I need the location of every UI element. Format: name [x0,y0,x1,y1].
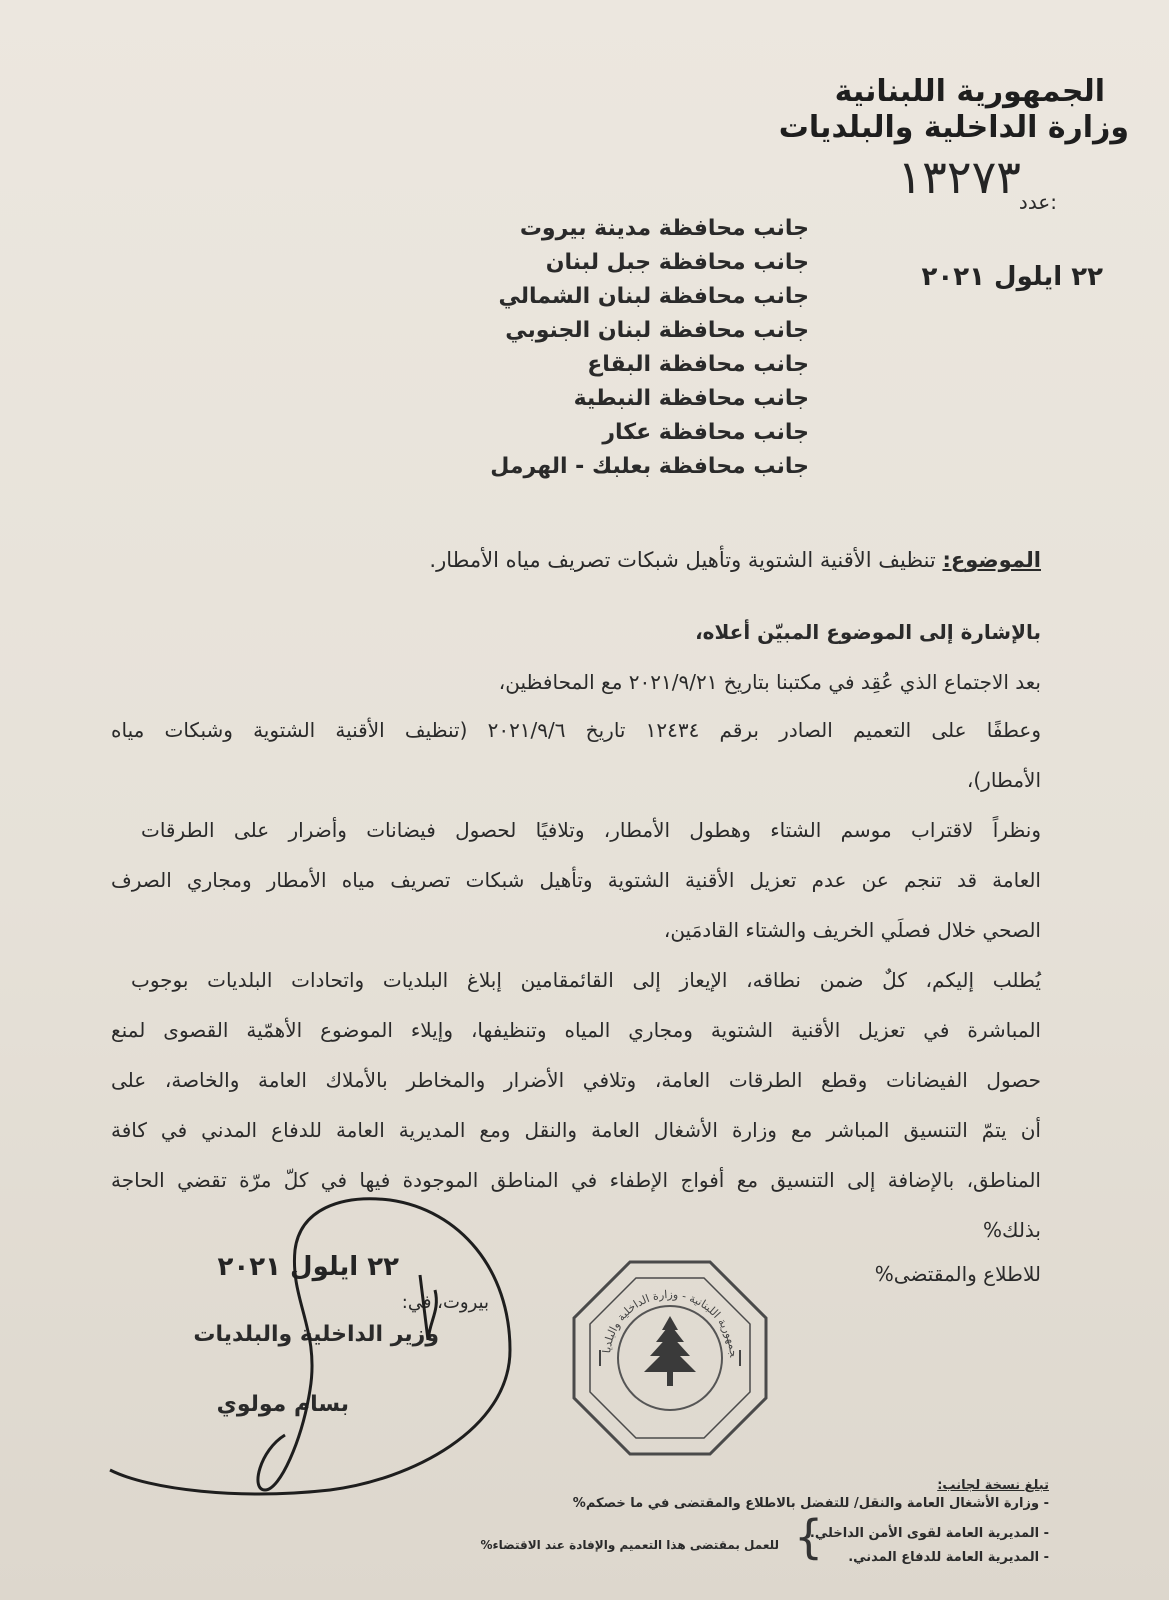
brace-bracket: { [794,1510,824,1564]
ministry-heading: وزارة الداخلية والبلديات [778,110,1129,145]
recipient-item: جانب محافظة مدينة بيروت [519,216,809,241]
reference-line: بالإشارة إلى الموضوع المبيّن أعلاه، [695,620,1041,644]
body-line: المناطق، بالإضافة إلى التنسيق مع أفواج الإطفاء في المناطق الموجودة فيها في كلّ مرّة تقضي الحاجة [111,1168,1041,1192]
for-info-line: للاطلاع والمقتضى% [874,1262,1041,1286]
body-line: أن يتمّ التنسيق المباشر مع وزارة الأشغال العامة والنقل ومع المديرية العامة للدفاع المدني في كافة [111,1118,1041,1142]
body-line: حصول الفيضانات وقطع الطرقات العامة، وتلافي الأضرار والمخاطر بالأملاك العامة والخاصة، على [111,1068,1041,1092]
stamp-text: جمهورية اللبنانية - وزارة الداخلية والبلديا [600,1287,741,1358]
body-line: العامة قد تنجم عن عدم تعزيل الأقنية الشتوية وتأهيل شبكات تصريف مياه الأمطار ومجاري الصرف [111,868,1041,892]
footer-heading: تبلغ نسخة لجانب: [937,1478,1049,1493]
recipient-item: جانب محافظة بعلبك - الهرمل [490,454,809,479]
footer-line: - المديرية العامة للدفاع المدني. [848,1550,1049,1565]
stamp-svg [570,1258,770,1458]
minister-name: بسام مولوي [216,1392,349,1417]
footer-bracket-note: للعمل بمقتضى هذا التعميم والإفادة عند الاقتضاء% [480,1538,779,1552]
recipient-item: جانب محافظة البقاع [587,352,809,377]
body-line: الأمطار)، [966,768,1041,792]
body-line: المباشرة في تعزيل الأقنية الشتوية ومجاري المياه وتنظيفها، وإيلاء الموضوع الأهمّية القصوى لمنع [111,1018,1041,1042]
place-date-label: بيروت، في: [401,1292,489,1313]
recipient-item: جانب محافظة النبطية [573,386,809,411]
republic-heading: الجمهورية اللبنانية [834,74,1105,109]
minister-title: وزير الداخلية والبلديات [193,1322,439,1347]
body-line: الصحي خلال فصلَي الخريف والشتاء القادمَين، [663,918,1041,942]
signature-date: ٢٢ ايلول ٢٠٢١ [217,1252,399,1282]
body-line: بعد الاجتماع الذي عُقِد في مكتبنا بتاريخ ٢٠٢١/٩/٢١ مع المحافظين، [498,670,1041,694]
cedar-icon [644,1316,696,1386]
footer-line: - المديرية العامة لقوى الأمن الداخلي. [809,1526,1049,1541]
subject-line [429,548,1041,572]
ref-number: ١٣٢٧٣ [897,150,1021,204]
body-line: وعطفًا على التعميم الصادر برقم ١٢٤٣٤ تاريخ ٢٠٢١/٩/٦ (تنظيف الأقنية الشتوية وشبكات مياه [111,718,1041,742]
footer-line: - وزارة الأشغال العامة والنقل/ للتفضل بالاطلاع والمقتضى في ما خصكم% [572,1496,1049,1511]
recipient-item: جانب محافظة لبنان الجنوبي [505,318,809,343]
ministry-stamp [570,1258,770,1458]
subject-text: تنظيف الأقنية الشتوية وتأهيل شبكات تصريف مياه الأمطار. [429,548,936,572]
letter-date: ٢٢ ايلول ٢٠٢١ [921,262,1103,292]
body-line: بذلك% [982,1218,1041,1242]
recipient-item: جانب محافظة عكار [602,420,809,445]
recipient-item: جانب محافظة لبنان الشمالي [498,284,809,309]
body-line: ونظراً لاقتراب موسم الشتاء وهطول الأمطار، وتلافيًا لحصول فيضانات وأضرار على الطرقات [141,818,1041,842]
recipient-item: جانب محافظة جبل لبنان [545,250,809,275]
ref-label: عدد: [1018,190,1057,214]
body-line: يُطلب إليكم، كلٌ ضمن نطاقه، الإيعاز إلى القائمقامين إبلاغ البلديات واتحادات البلديات بوجوب [131,968,1041,992]
subject-label: الموضوع: [942,548,1041,572]
signature-scribble [90,1190,530,1520]
